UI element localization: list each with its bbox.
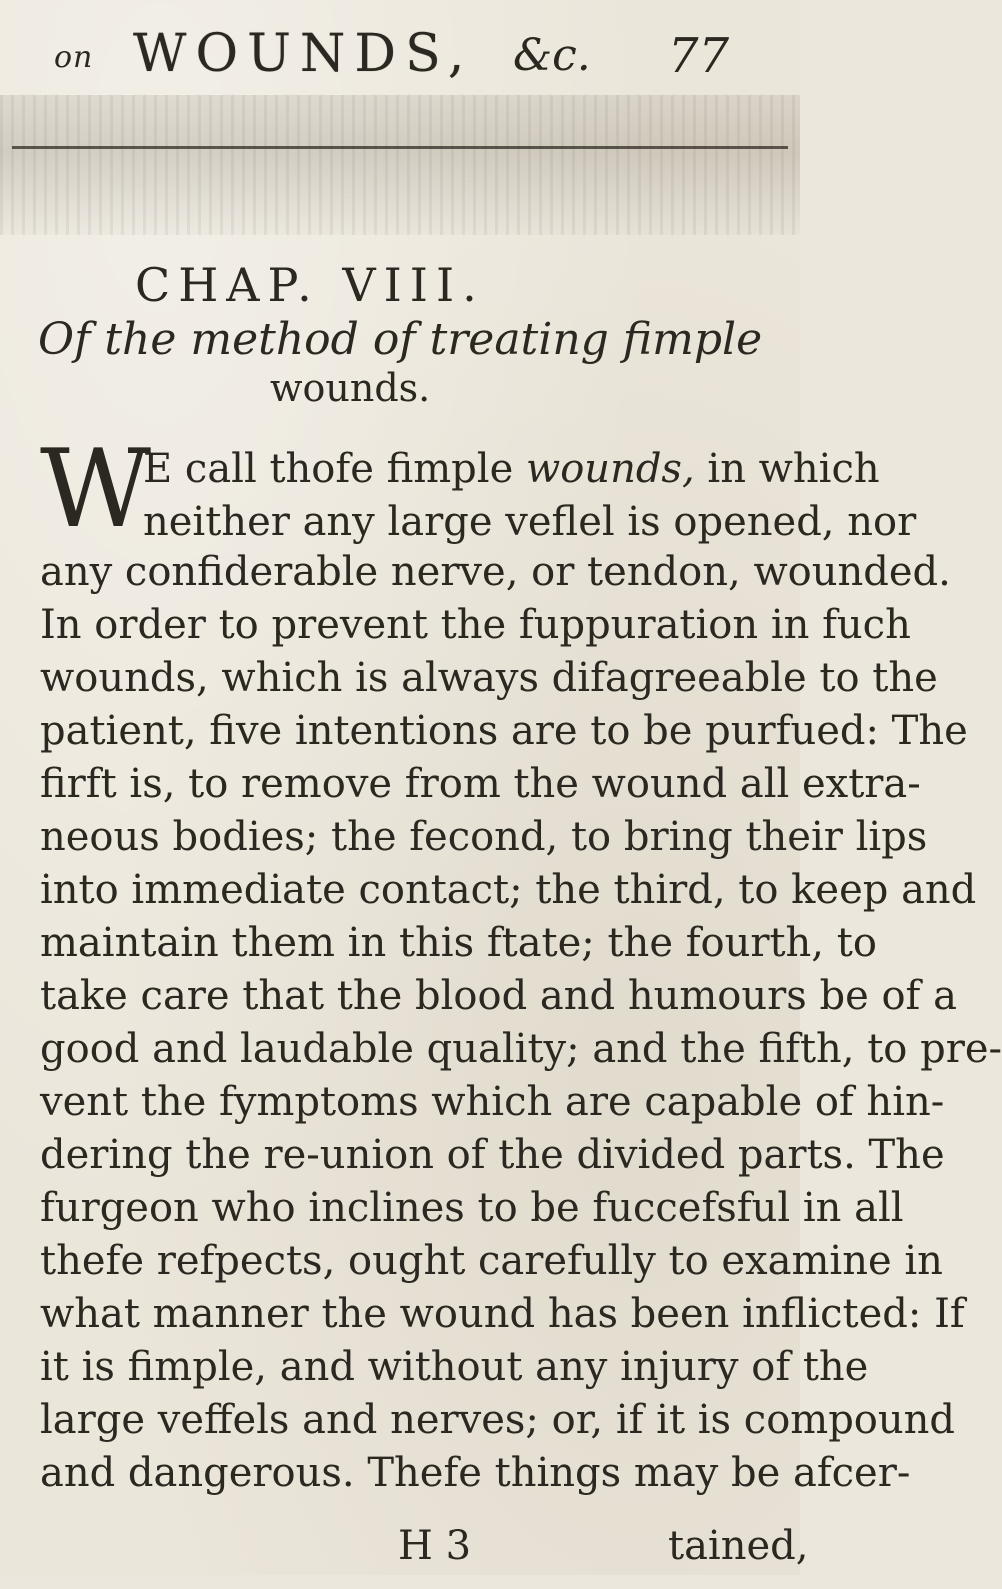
text-line: dering the re-union of the divided parts. The bbox=[40, 1132, 945, 1178]
chapter-label: CHAP. VIII. bbox=[135, 258, 485, 312]
second-line-text: neither any large veflel is opened, nor bbox=[143, 499, 917, 545]
text-line: wounds, which is always difagreeable to the bbox=[40, 655, 938, 701]
page-number: 77 bbox=[668, 28, 730, 84]
first-line-end: in which bbox=[707, 446, 880, 492]
running-head-prefix: on bbox=[54, 40, 94, 75]
running-head-etc: &c. bbox=[513, 30, 591, 81]
text-line: thefe refpects, ought carefully to examine in bbox=[40, 1238, 943, 1284]
drop-cap: W bbox=[40, 427, 152, 552]
first-line-start: E call thofe fimple bbox=[143, 446, 514, 492]
text-line: any confiderable nerve, or tendon, wounded. bbox=[40, 549, 951, 595]
text-line: firft is, to remove from the wound all extra- bbox=[40, 761, 921, 807]
text-line: vent the fymptoms which are capable of hin- bbox=[40, 1079, 945, 1125]
text-line: neous bodies; the fecond, to bring their lips bbox=[40, 814, 928, 860]
text-line: large veffels and nerves; or, if it is compound bbox=[40, 1397, 956, 1443]
body-text bbox=[40, 427, 1002, 1500]
page-footer bbox=[40, 1523, 809, 1589]
catchword: tained, bbox=[668, 1523, 809, 1569]
text-line: In order to prevent the fuppuration in fuch bbox=[40, 602, 911, 648]
heading-line-1: Of the method of treating fimple bbox=[38, 314, 763, 365]
heading-line-2: wounds. bbox=[270, 366, 431, 410]
header-rule bbox=[12, 146, 788, 149]
text-line: what manner the wound has been inflicted: If bbox=[40, 1291, 965, 1337]
text-line: take care that the blood and humours be of a bbox=[40, 973, 957, 1019]
text-line: good and laudable quality; and the fifth, to pre- bbox=[40, 1026, 1002, 1072]
first-line-italic: wounds, bbox=[525, 446, 695, 492]
bleed-through-band bbox=[0, 95, 800, 235]
text-line: into immediate contact; the third, to keep and bbox=[40, 867, 977, 913]
text-line: furgeon who inclines to be fuccefsful in all bbox=[40, 1185, 904, 1231]
running-head-title: WOUNDS, bbox=[133, 24, 474, 84]
text-line: and dangerous. Thefe things may be afcer- bbox=[40, 1450, 911, 1496]
text-line: it is fimple, and without any injury of the bbox=[40, 1344, 869, 1390]
first-line-text bbox=[143, 446, 880, 492]
text-line: maintain them in this ftate; the fourth, to bbox=[40, 920, 877, 966]
signature-mark: H 3 bbox=[398, 1523, 472, 1569]
second-line bbox=[40, 493, 917, 546]
running-head bbox=[48, 12, 760, 82]
chapter-heading bbox=[38, 314, 763, 411]
text-line: patient, five intentions are to be purfued: The bbox=[40, 708, 968, 754]
